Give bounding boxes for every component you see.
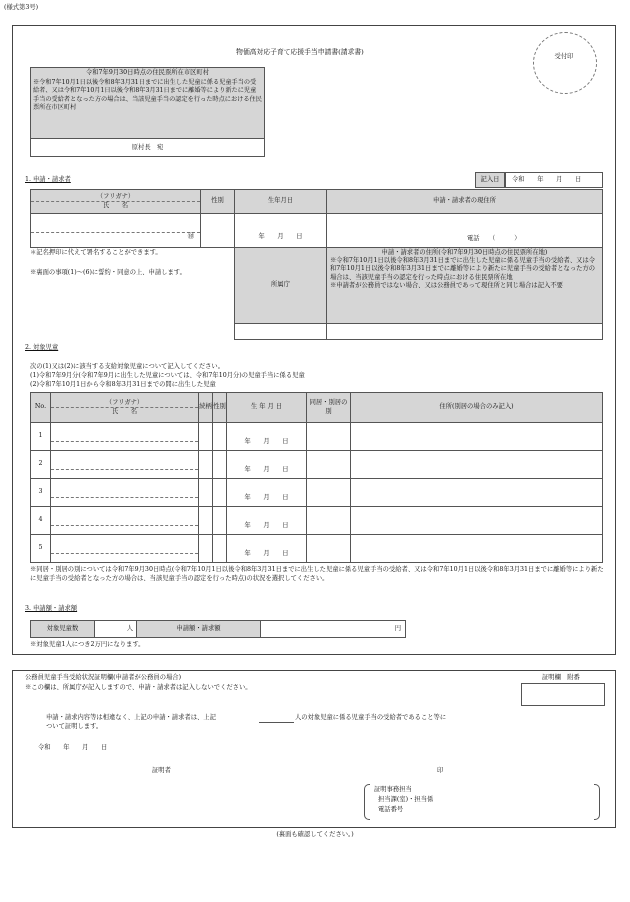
child-name-field[interactable] [51,507,199,535]
certificate-count-field[interactable] [259,722,294,723]
child-cohabit-field[interactable] [307,535,351,563]
applicant-table [30,189,603,248]
table-row [31,535,603,563]
col-no: No. [31,393,51,423]
child-address-field[interactable] [351,423,603,451]
table-row [31,479,603,507]
child-gender-field[interactable] [213,507,227,535]
child-address-field[interactable] [351,507,603,535]
row-number: 3 [31,479,51,507]
col-relation: 続柄 [199,393,213,423]
section2-intro3: (2)令和7年10月1日から令和8年3月31日までの間に出生した児童 [30,381,216,388]
child-birth-field[interactable]: 年 月 日 [227,535,307,563]
applicant-name-field[interactable] [31,214,201,248]
child-cohabit-field[interactable] [307,423,351,451]
applicant-address-field[interactable] [327,214,603,248]
child-birth-field[interactable]: 年 月 日 [227,423,307,451]
sign-note: ＊記名押印に代えて署名することができます。 [30,249,162,256]
form-title: 物価高対応子育て応援手当申請書(請求書) [236,48,364,56]
child-name-field[interactable] [51,423,199,451]
child-count-field[interactable]: 人 [95,621,137,638]
child-cohabit-field[interactable] [307,479,351,507]
section3-note: ※対象児童1人につき2万円になります。 [30,641,145,648]
resident-header: 申請・請求者の住所(令和7年9月30日時点の住民票所在地) [381,249,548,256]
child-relation-field[interactable] [199,451,213,479]
contact-bracket-left [364,784,370,820]
contact-bracket-right [594,784,600,820]
resident-note2: ※申請者が公務員ではない場合、又は公務員であって現住所と同じ場合は記入不要 [330,281,563,289]
child-name-field[interactable] [51,535,199,563]
child-gender-field[interactable] [213,423,227,451]
address-header: 申請・請求者の現住所 [327,190,603,214]
table-row [31,423,603,451]
contact-line-2: 担当課(室)・担当係 [378,796,434,803]
receipt-stamp-area [533,32,597,94]
municipality-box-header: 令和7年9月30日時点の住民票所在市区町村 [85,69,210,76]
affiliation-table [234,247,603,340]
row-number: 2 [31,451,51,479]
applicant-gender-field[interactable] [201,214,235,248]
col-name: 氏 名 [111,408,138,415]
child-gender-field[interactable] [213,479,227,507]
child-cohabit-field[interactable] [307,507,351,535]
child-name-field[interactable] [51,451,199,479]
col-gender: 性別 [213,393,227,423]
receipt-stamp-label: 受付印 [554,53,574,60]
child-relation-field[interactable] [199,423,213,451]
municipality-box-body: ※令和7年10月1日以後令和8年3月31日までに出生した児童に係る児童手当の受給者、又は令和7年10月1日以後令和8年3月31日までに離婚等により新たに児童手当の受給者となった方の場合は、当該児童手当の認定を行った時点における住民票所在市区町村 [33,79,262,112]
footer-note: (裏面も確認してください。) [276,831,354,838]
child-address-field[interactable] [351,479,603,507]
amount-table [30,620,406,638]
col-address: 住所(別居の場合のみ記入) [351,393,603,423]
addressee: 原村長 宛 [131,144,164,151]
affiliation-label: 所属庁 [235,248,327,324]
certifier-seal: 印 [437,767,444,774]
child-relation-field[interactable] [199,507,213,535]
amount-label: 申請額・請求額 [137,621,261,638]
row-number: 1 [31,423,51,451]
child-birth-field[interactable]: 年 月 日 [227,507,307,535]
seal-mark: ㊞ [187,232,194,240]
col-furigana: （フリガナ） [51,399,198,408]
applicant-name-header: 氏 名 [102,202,129,209]
child-relation-field[interactable] [199,535,213,563]
applicant-birthdate-field[interactable]: 年 月 日 [235,214,327,248]
gender-header: 性別 [201,190,235,214]
birthdate-header: 生年月日 [235,190,327,214]
child-birth-field[interactable]: 年 月 日 [227,479,307,507]
child-count-label: 対象児童数 [31,621,95,638]
section2-intro1: 次の(1)又は(2)に該当する支給対象児童について記入してください。 [30,363,225,370]
certifier-label: 証明者 [152,767,171,774]
section2-footnote: ※同居・別居の別については令和7年9月30日時点(令和7年10月1日以後令和8年3月31日までに出生した児童に係る児童手当の受給者、又は令和7年10月1日以後令和8年3月31日までに離婚等により新たに児童手当の受給者となった方の場合は、当該児童手当の認定を行った時点)の状況を選択してください。 [30,566,604,583]
resident-address-field[interactable] [327,324,603,340]
child-gender-field[interactable] [213,451,227,479]
children-table [30,392,603,563]
col-cohabit: 同居・別居の別 [307,393,351,423]
certificate-statement-3: ついて証明します。 [46,723,103,730]
table-row [31,507,603,535]
certificate-statement-1: 申請・請求内容等は相違なく、上記の申請・請求者は、上記 [46,714,216,721]
certificate-date[interactable]: 令和 年 月 日 [38,744,108,751]
section1-title: 1. 申請・請求者 [25,176,71,183]
child-relation-field[interactable] [199,479,213,507]
form-number: (様式第3号) [4,4,39,11]
section3-title: 3. 申請額・請求額 [25,605,78,612]
table-row [31,451,603,479]
phone-label: 電話 （ ） [467,235,521,243]
child-gender-field[interactable] [213,535,227,563]
child-address-field[interactable] [351,451,603,479]
certificate-note: ※この欄は、所属庁が記入しますので、申請・請求者は記入しないでください。 [25,684,252,691]
contact-line-1: 証明事務担当 [374,786,412,793]
resident-note: ※令和7年10月1日以後令和8年3月31日までに出生した児童に係る児童手当の受給者、又は令和7年10月1日以後令和8年3月31日までに離婚等により新たに児童手当の受給者となった方の場合は、当該児童手当の認定を行った時点における住民票所在地 [330,257,596,281]
certificate-title: 公務員児童手当受給状況証明欄(申請者が公務員の場合) [25,674,182,681]
certificate-number-field[interactable] [521,683,605,706]
contact-line-3: 電話番号 [378,806,404,813]
section2-intro2: (1)令和7年9月分(令和7年9月に出生した児童については、令和7年10月分)の児童手当に係る児童 [30,372,305,379]
certificate-statement-2: 人の対象児童に係る児童手当の受給者であること等に [295,714,447,721]
affiliation-field[interactable] [235,324,327,340]
row-number: 5 [31,535,51,563]
child-birth-field[interactable]: 年 月 日 [227,451,307,479]
child-address-field[interactable] [351,535,603,563]
section2-title: 2. 対象児童 [25,344,59,351]
row-number: 4 [31,507,51,535]
entry-date-label: 記入日 [475,172,505,188]
agree-note: ※裏面の事項(1)～(6)に誓約・同意の上、申請します。 [30,269,186,276]
child-name-field[interactable] [51,479,199,507]
entry-date-field[interactable]: 令和 年 月 日 [505,172,603,188]
certificate-number-label: 証明欄 附番 [542,674,580,681]
applicant-furigana-header: （フリガナ） [31,193,200,202]
col-birth: 生 年 月 日 [227,393,307,423]
child-cohabit-field[interactable] [307,451,351,479]
amount-field[interactable]: 円 [261,621,406,638]
